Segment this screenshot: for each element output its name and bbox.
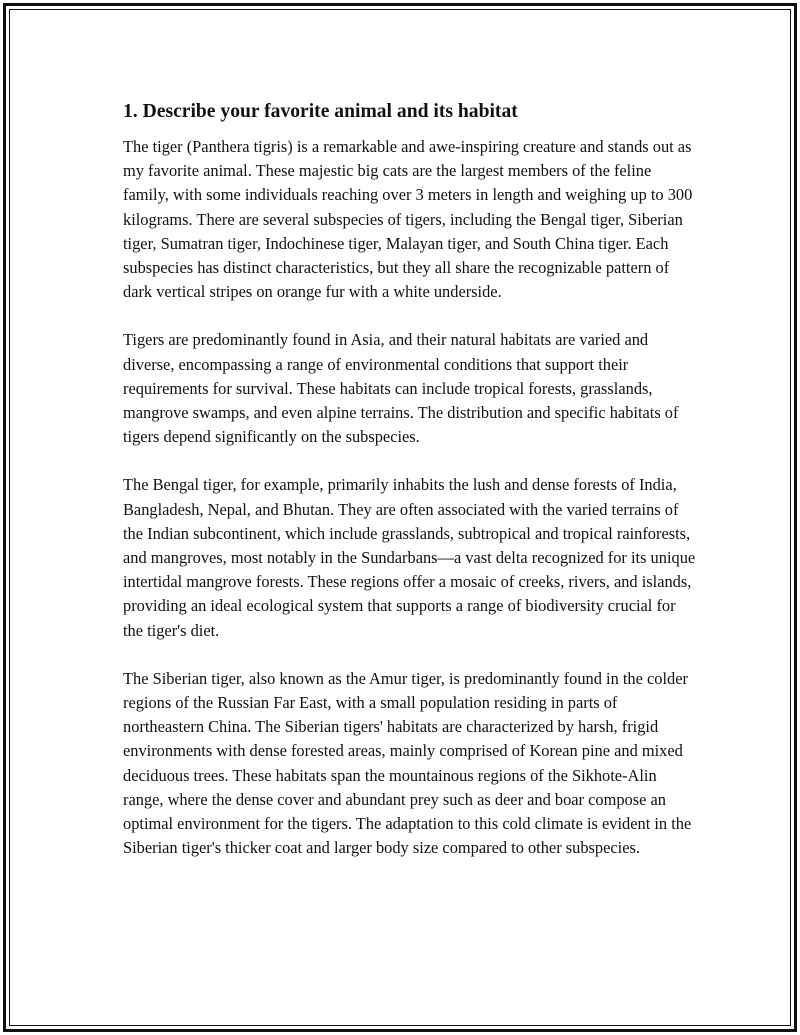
paragraph-habitats: Tigers are predominantly found in Asia, and their natural habitats are varied and diverse, encompassing a range of environmental conditions that support their requirements for survival. These habitats can include tropical forests, grasslands, mangrove swamps, and even alpine terrains. The distribution and specific habitats of tigers depend significantly on the subspecies. (123, 330, 679, 447)
paragraph-siberian-tiger: The Siberian tiger, also known as the Amur tiger, is predominantly found in the colder regions of the Russian Far East, with a small population residing in parts of northeastern China. The Siberian tigers' habitats are characterized by harsh, frigid environments with dense forested areas, mainly comprised of Korean pine and mixed deciduous trees. These habitats span the mountainous regions of the Sikhote-Alin range, where the dense cover and abundant prey such as deer and boar compose an optimal environment for the tigers. The adaptation to this cold climate is evident in the Siberian tiger's thicker coat and larger body size compared to other subspecies. (123, 668, 692, 858)
document-body (123, 99, 698, 884)
question-heading: 1. Describe your favorite animal and its habitat (123, 101, 518, 122)
paragraph-bengal-tiger: The Bengal tiger, for example, primarily inhabits the lush and dense forests of India, Bangladesh, Nepal, and Bhutan. They are often associated with the varied terrains of the Indian subcontinent, which include grasslands, subtropical and tropical rainforests, and mangroves, most notably in the Sundarbans—a vast delta recognized for its unique intertidal mangrove forests. These regions offer a mosaic of creeks, rivers, and islands, providing an ideal ecological system that supports a range of biodiversity crucial for the tiger's diet. (123, 475, 696, 640)
page-border (3, 3, 797, 1032)
paragraph-intro: The tiger (Panthera tigris) is a remarkable and awe-inspiring creature and stands out as my favorite animal. These majestic big cats are the largest members of the feline family, with some individuals reaching over 3 meters in length and weighing up to 300 kilograms. There are several subspecies of tigers, including the Bengal tiger, Siberian tiger, Sumatran tiger, Indochinese tiger, Malayan tiger, and South China tiger. Each subspecies has distinct characteristics, but they all share the recognizable pattern of dark vertical stripes on orange fur with a white underside. (123, 137, 693, 302)
